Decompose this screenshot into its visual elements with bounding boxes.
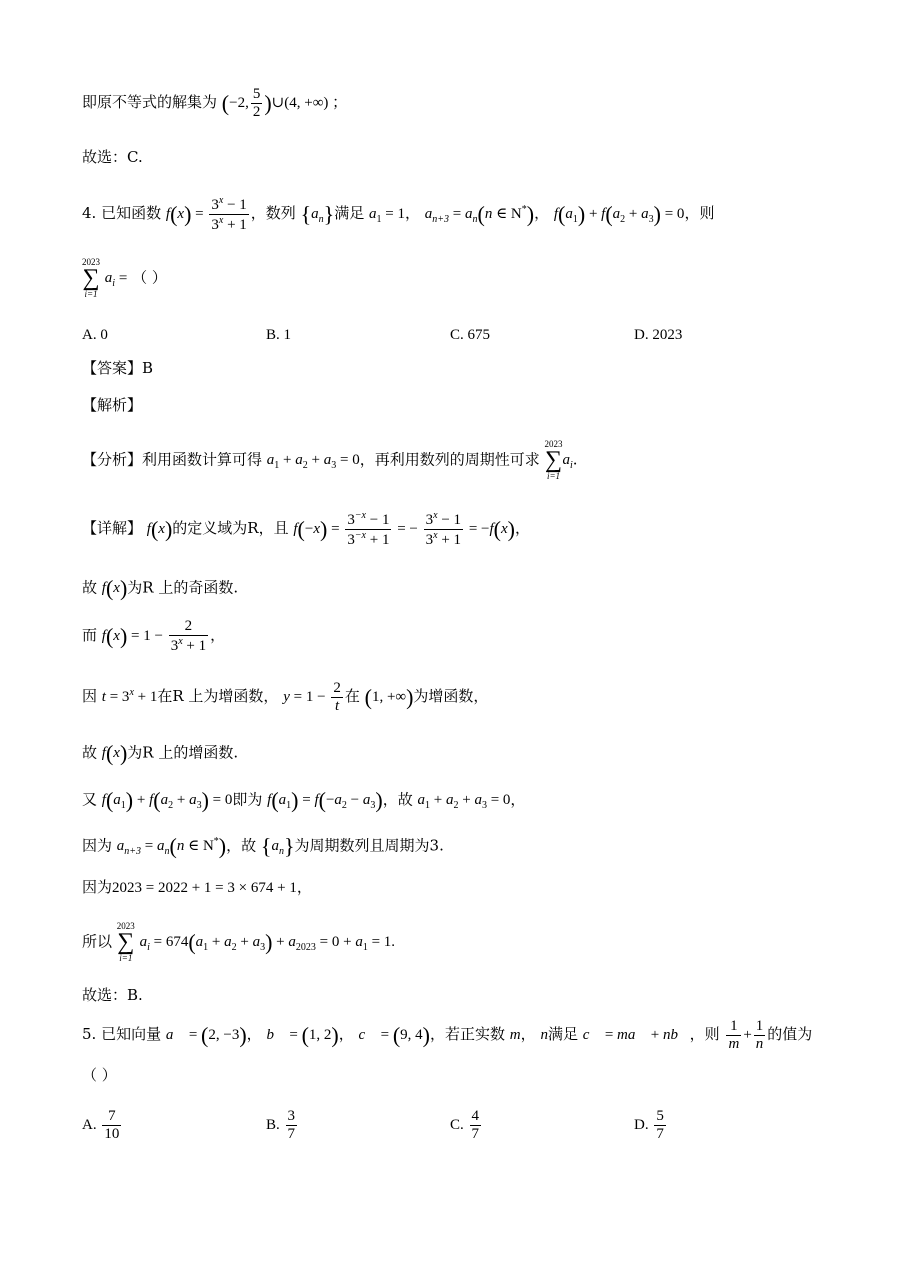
interval-expression: (−2, $\frac{5}{2}$ )∪(4, +∞) [221, 86, 329, 121]
final-sum-line: 所以 2023 ∑ i=1 $a_i = 674(a_1 + a_2 + a_3) + a_{2023} = 0 + a_1 = 1$. [82, 921, 396, 963]
odd-function-line: 故 f(x)为R 上的奇函数. [82, 576, 239, 601]
option-a[interactable]: A. 0 [82, 327, 108, 343]
period-line: 因为 $a_{n+3} = a_n(n$ ∈ N*)，故 $\{a_n\}$为周期数列且周期为3. [82, 834, 444, 859]
q5-option-b[interactable]: B. $\frac{3}{7}$ [266, 1108, 296, 1143]
rewrite-line: 而 f(x) = 1 − $\frac{2}{3^x + 1}$ ， [82, 618, 226, 655]
division-line: 因为2023 = 2022 + 1 = 3 × 674 + 1， [82, 878, 312, 896]
option-d[interactable]: D. 2023 [634, 327, 683, 343]
q5-option-d[interactable]: D. $\frac{5}{7}$ [634, 1108, 664, 1143]
option-c[interactable]: C. 675 [450, 327, 491, 343]
question-5-stem: 5. 已知向量 a⃗ = (2, −3)， b⃗ = (1, 2)， c⃗ = (9, 4)，若正实数 m， n满足 c⃗ = ma⃗ + nb⃗，则 $\frac{1}{m}$ + $\frac{1}{n}$ 的值为 [82, 1018, 813, 1053]
question-4-sum: 2023 ∑ i=1 $a_i$ = （ ） [82, 257, 167, 299]
q5-option-c[interactable]: C. $\frac{4}{7}$ [450, 1108, 480, 1143]
question-4-stem: 4. 已知函数 f(x) = $\frac{3^x - 1}{3^x + 1}$ ，数列 $\{a_n\}$满足 $a_1 = 1$， $a_{n+3} = a_n(n$ ∈ N*)， $f(a_1) + f(a_2 + a_3) = 0$，则 [82, 195, 715, 234]
analysis-line: 【分析】利用函数计算可得 $a_1 + a_2 + a_3 = 0$，再利用数列的周期性可求 2023 ∑ i=1 $a_i$. [82, 439, 578, 481]
detail-line-1: 【详解】 f(x)的定义域为R，且 f(−x) = $\frac{3^{-x} - 1}{3^{-x} + 1}$ = − $\frac{3^x - 1}{3^x + 1}$ = −f(x)， [82, 510, 530, 549]
answer-choice-line: 故选：C. [82, 148, 143, 166]
q5-option-a[interactable]: A. $\frac{7}{10}$ [82, 1108, 120, 1143]
solution-set-line: 即原不等式的解集为 (−2, $\frac{5}{2}$ )∪(4, +∞) ； [82, 86, 348, 121]
monotonic-line: 因 $t = 3^x + 1$在R 上为增函数， y = 1 − $\frac{2}{t}$ 在 (1, +∞)为增函数， [82, 680, 489, 715]
question-5-paren: （ ） [82, 1066, 117, 1084]
analysis-title: 【解析】 [82, 396, 143, 414]
option-b[interactable]: B. 1 [266, 327, 292, 343]
final-answer-line: 故选：B. [82, 986, 143, 1004]
increasing-line: 故 f(x)为R 上的增函数. [82, 741, 239, 766]
sum-zero-line: 又 $f(a_1) + f(a_2 + a_3) = 0$即为 $f(a_1) = f(-a_2 - a_3)$，故 $a_1 + a_2 + a_3 = 0$， [82, 788, 526, 813]
answer-label: 【答案】B [82, 359, 154, 377]
